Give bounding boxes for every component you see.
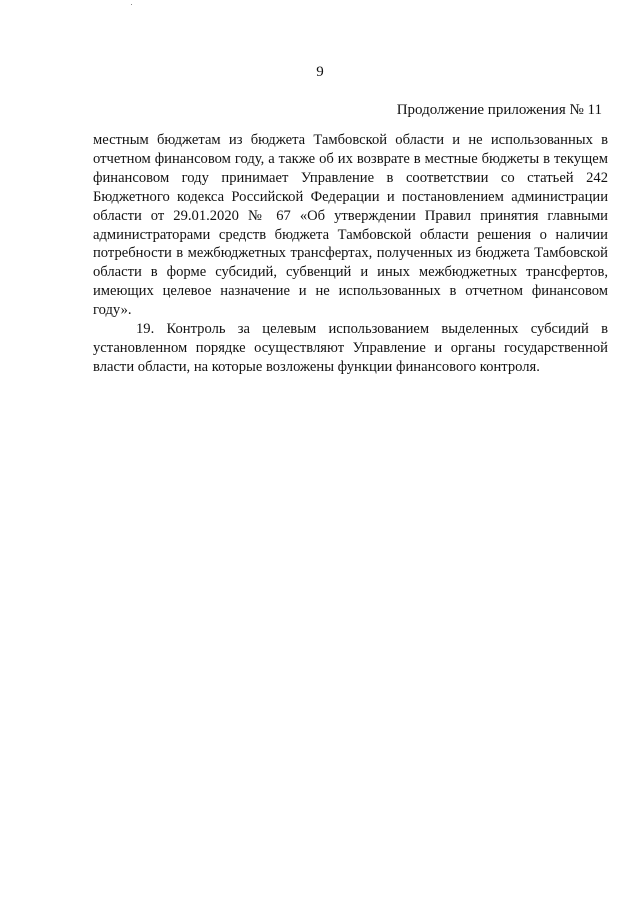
- paragraph-continued: местным бюджетам из бюджета Тамбовской области и не использованных в отчетном финансовом году, а также об их возврате в местные бюджеты в текущем финансовом году принимает Управление в соответствии со статьей 242 Бюджетного кодекса Российской Федерации и постановлением администрации области от 29.01.2020 № 67 «Об утверждении Правил принятия главными администраторами средств бюджета Тамбовской области решения о наличии потребности в межбюджетных трансфертах, полученных из бюджета Тамбовской области в форме субсидий, субвенций и иных межбюджетных трансфертов, имеющих целевое назначение и не использованных в отчетном финансовом году».: [93, 132, 608, 319]
- scan-speck: [131, 4, 132, 5]
- document-body: [93, 131, 608, 377]
- page-number: 9: [316, 64, 324, 80]
- paragraph-19: 19. Контроль за целевым использованием выделенных субсидий в установленном порядке осуществляют Управление и органы государственной власти области, на которые возложены функции финансового контроля.: [93, 321, 608, 375]
- appendix-continuation-header: Продолжение приложения № 11: [396, 102, 602, 118]
